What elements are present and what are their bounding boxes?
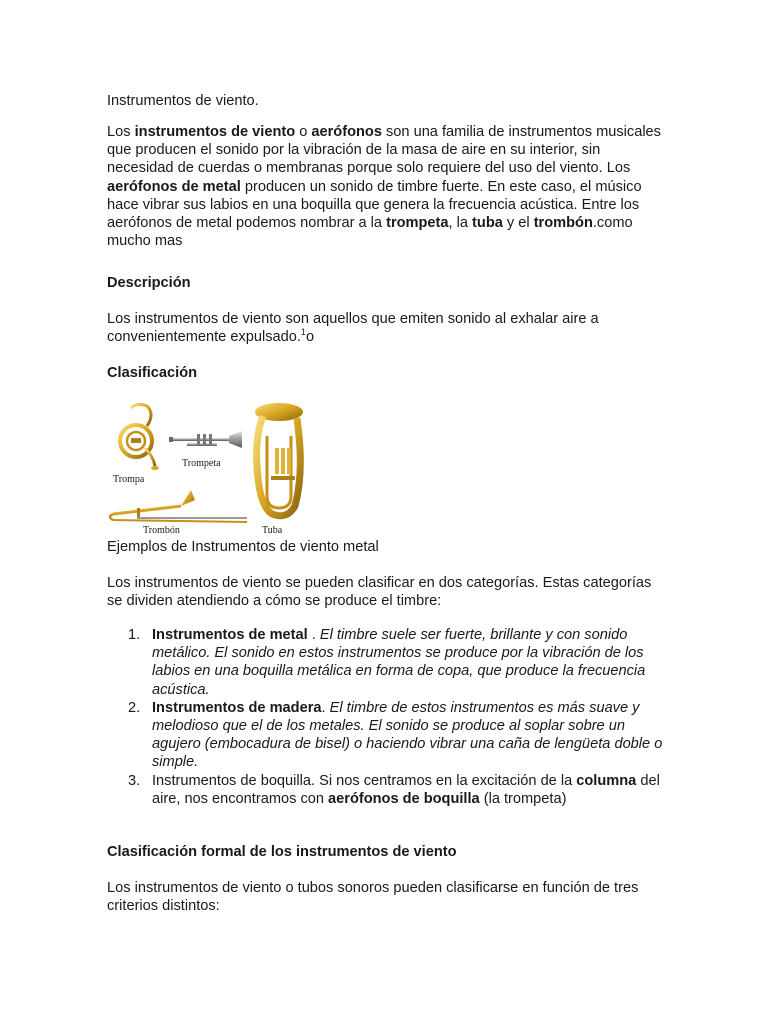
trompeta-label: Trompeta — [182, 458, 221, 469]
clasificacion-intro: Los instrumentos de viento se pueden clasificar en dos categorías. Estas categorías se dividen atendiendo a cómo se produce el timbre: — [107, 575, 652, 610]
intro-paragraph: Los instrumentos de viento o aerófonos son una familia de instrumentos musicales que producen el sonido por la vibración de la masa de aire en su interior, sin necesidad de cuerdas o membranas porque solo requiere del uso del viento. Los aerófonos de metal producen un sonido de timbre fuerte. En este caso, el músico hace vibrar sus labios en una boquilla que genera la frecuencia acústica. Entre los aerófonos de metal podemos nombrar a la trompeta, la tuba y el trombón.como mucho mas — [107, 124, 661, 250]
footnote-ref[interactable]: 1 — [300, 327, 306, 338]
tuba-illustration — [255, 403, 303, 516]
trombon-label: Trombón — [143, 525, 180, 536]
trompa-label: Trompa — [113, 474, 145, 485]
list-item: 2. Instrumentos de madera. El timbre de estos instrumentos es más suave y melodioso que el de los metales. El sonido se produce al soplar sobre un agujero (embocadura de bisel) o haciendo vibrar una caña de lengüeta doble o simple. — [128, 699, 663, 771]
document-title: Instrumentos de viento. — [107, 93, 259, 109]
clasificacion-list — [107, 626, 667, 808]
formal-heading: Clasificación formal de los instrumentos de viento — [107, 844, 457, 860]
trompeta-illustration — [169, 431, 242, 448]
trompa-illustration — [120, 404, 159, 470]
descripcion-paragraph: Los instrumentos de viento son aquellos que emiten sonido al exhalar aire a convenientemente expulsado.$^1$o — [107, 311, 599, 346]
clasificacion-heading: Clasificación — [107, 365, 198, 381]
brass-instruments-figure — [107, 396, 307, 536]
list-item: 3. Instrumentos de boquilla. Si nos centramos en la excitación de la columna del aire, nos encontramos con aerófonos de boquilla (la trompeta) — [128, 772, 660, 807]
trombon-illustration — [110, 490, 247, 522]
formal-paragraph: Los instrumentos de viento o tubos sonoros pueden clasificarse en función de tres criterios distintos: — [107, 880, 639, 915]
list-number: 2. — [128, 699, 141, 716]
tuba-label: Tuba — [262, 525, 283, 536]
brass-instruments-image — [107, 396, 307, 536]
list-number: 1. — [128, 627, 141, 643]
figure-caption: Ejemplos de Instrumentos de viento metal — [107, 539, 379, 555]
descripcion-heading: Descripción — [107, 275, 191, 291]
list-number: 3. — [128, 772, 141, 789]
list-item: 1. Instrumentos de metal . El timbre suele ser fuerte, brillante y con sonido metálico. El sonido en estos instrumentos se produce por la vibración de los labios en una boquilla metálica en forma de copa, que produce la frecuencia acústica. — [128, 627, 646, 698]
